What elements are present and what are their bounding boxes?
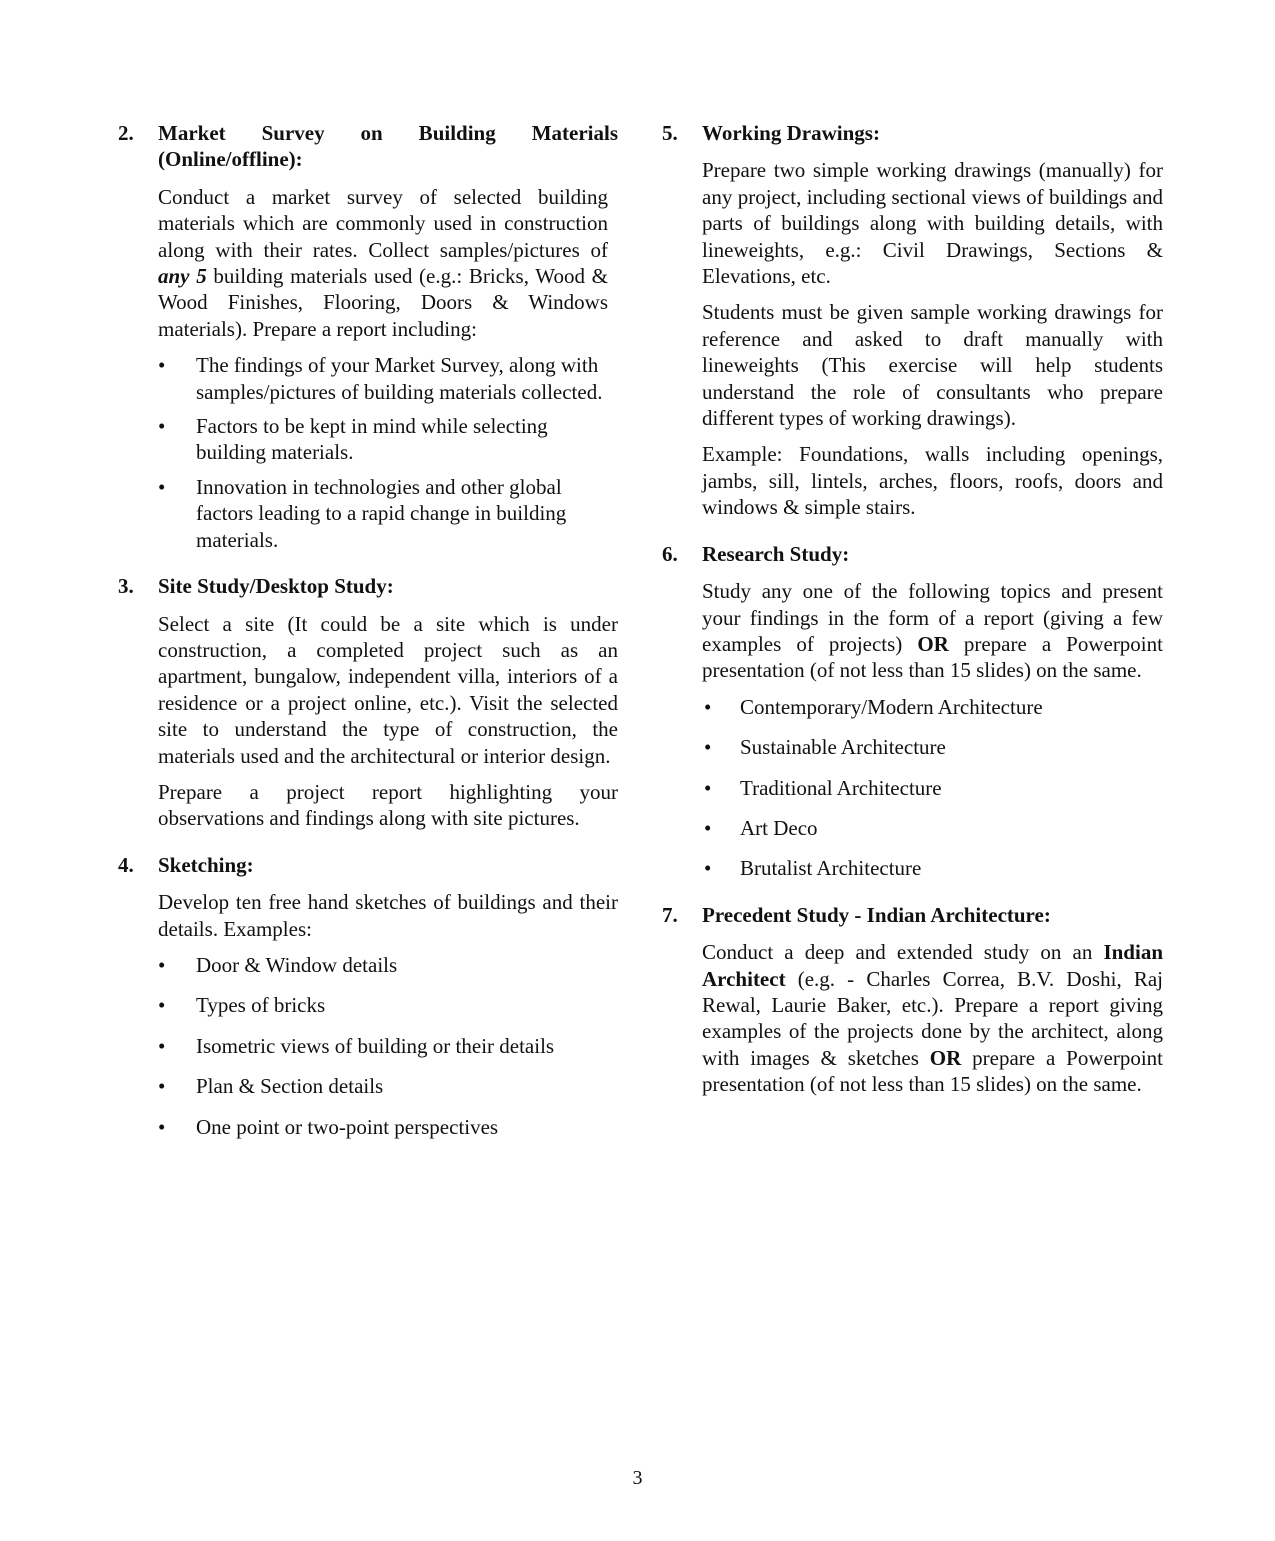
bullet-icon: • <box>704 856 712 881</box>
section-working-drawings <box>662 120 1163 521</box>
section-number: 3. <box>118 574 134 599</box>
section-paragraph: Study any one of the following topics and present your findings in the form of a report (giving a few examples of projects) OR prepare a Powerpoint presentation (of not less than 15 slides) on the same. <box>702 579 1163 683</box>
section-title: Working Drawings: <box>702 121 880 145</box>
page-number: 3 <box>632 1467 643 1489</box>
section-paragraph: Prepare a project report highlighting your observations and findings along with site pictures. <box>158 779 618 831</box>
bullet-icon: • <box>158 474 166 499</box>
list-item: • Plan & Section details <box>158 1074 384 1099</box>
section-precedent-study <box>662 902 1163 1098</box>
section-paragraph: Conduct a deep and extended study on an Indian Architect (e.g. - Charles Correa, B.V. Doshi, Raj Rewal, Laurie Baker, etc.). Prepare a report giving examples of the projects done by the architect, along with images & sketches OR prepare a Powerpoint presentation (of not less than 15 slides) on the same. <box>702 940 1163 1097</box>
section-research-study <box>662 541 1163 882</box>
list-item: • Traditional Architecture <box>704 775 942 800</box>
emphasis-text: Indian Architect <box>702 940 1163 991</box>
list-item: • Contemporary/Modern Architecture <box>704 694 1043 719</box>
bullet-icon: • <box>704 694 712 719</box>
section-paragraph: Conduct a market survey of selected building materials which are commonly used in construction along with their rates. Collect samples/pictures of any 5 building materials used (e.g.: Bricks, Wood & Wood Finishes, Flooring, Doors & Windows materials). Prepare a report including: <box>158 184 608 341</box>
list-item: • Innovation in technologies and other global factors leading to a rapid change in building materials. <box>158 474 567 552</box>
list-item: • Sustainable Architecture <box>704 735 946 760</box>
section-number: 5. <box>662 121 678 145</box>
bullet-icon: • <box>158 952 166 977</box>
list-item: • Door & Window details <box>158 952 398 977</box>
list-item: • The findings of your Market Survey, along with samples/pictures of building materials collected. <box>158 353 603 404</box>
section-number: 7. <box>662 902 678 927</box>
bullet-icon: • <box>158 1074 166 1099</box>
emphasis-text: OR <box>929 1045 962 1070</box>
section-paragraph: Example: Foundations, walls including openings, jambs, sill, lintels, arches, floors, roofs, doors and windows & simple stairs. <box>702 442 1163 520</box>
bullet-icon: • <box>704 815 712 840</box>
section-title: Precedent Study - Indian Architecture: <box>702 902 1051 927</box>
section-paragraph: Students must be given sample working drawings for reference and asked to draft manually with lineweights (This exercise will help students understand the role of consultants who prepare different types of working drawings). <box>702 300 1163 431</box>
section-title: Site Study/Desktop Study: <box>158 574 394 599</box>
section-paragraph: Select a site (It could be a site which is under construction, a completed project such as an apartment, bungalow, independent villa, interiors of a residence or a project online, etc.). Visit the selected site to understand the type of construction, the materials used and the architectural or interior design. <box>158 611 618 768</box>
list-item: • Types of bricks <box>158 993 326 1018</box>
bullet-icon: • <box>158 414 166 439</box>
list-item: • Brutalist Architecture <box>704 856 922 881</box>
bullet-icon: • <box>704 735 712 760</box>
section-number: 6. <box>662 541 678 566</box>
bullet-icon: • <box>158 993 166 1018</box>
section-number: 2. <box>118 121 134 145</box>
section-market-survey <box>118 120 618 553</box>
section-paragraph: Prepare two simple working drawings (manually) for any project, including sectional views of buildings and parts of buildings along with building details, with lineweights, e.g.: Civil Drawings, Sections & Elevations, etc. <box>702 158 1163 289</box>
left-column <box>118 120 618 1160</box>
emphasis-text: OR <box>917 631 949 656</box>
bullet-icon: • <box>158 1033 166 1058</box>
section-site-study <box>118 573 618 832</box>
bullet-icon: • <box>704 775 712 800</box>
bullet-list <box>158 352 608 553</box>
section-title: Market Survey on Building Materials (Online/offline): <box>158 121 618 172</box>
bullet-icon: • <box>158 353 166 378</box>
section-paragraph: Develop ten free hand sketches of buildings and their details. Examples: <box>158 890 618 941</box>
bullet-list <box>702 694 1163 882</box>
list-item: • Art Deco <box>704 815 818 840</box>
section-title: Sketching: <box>158 852 254 877</box>
list-item: • One point or two-point perspectives <box>158 1114 499 1139</box>
bullet-list <box>158 952 618 1140</box>
section-sketching <box>118 852 618 1140</box>
section-title: Research Study: <box>702 541 850 566</box>
bullet-icon: • <box>158 1114 166 1139</box>
right-column <box>662 120 1163 1118</box>
list-item: • Isometric views of building or their details <box>158 1033 555 1058</box>
section-number: 4. <box>118 852 134 877</box>
emphasis-text: any 5 <box>158 264 207 289</box>
list-item: • Factors to be kept in mind while selecting building materials. <box>158 414 548 465</box>
